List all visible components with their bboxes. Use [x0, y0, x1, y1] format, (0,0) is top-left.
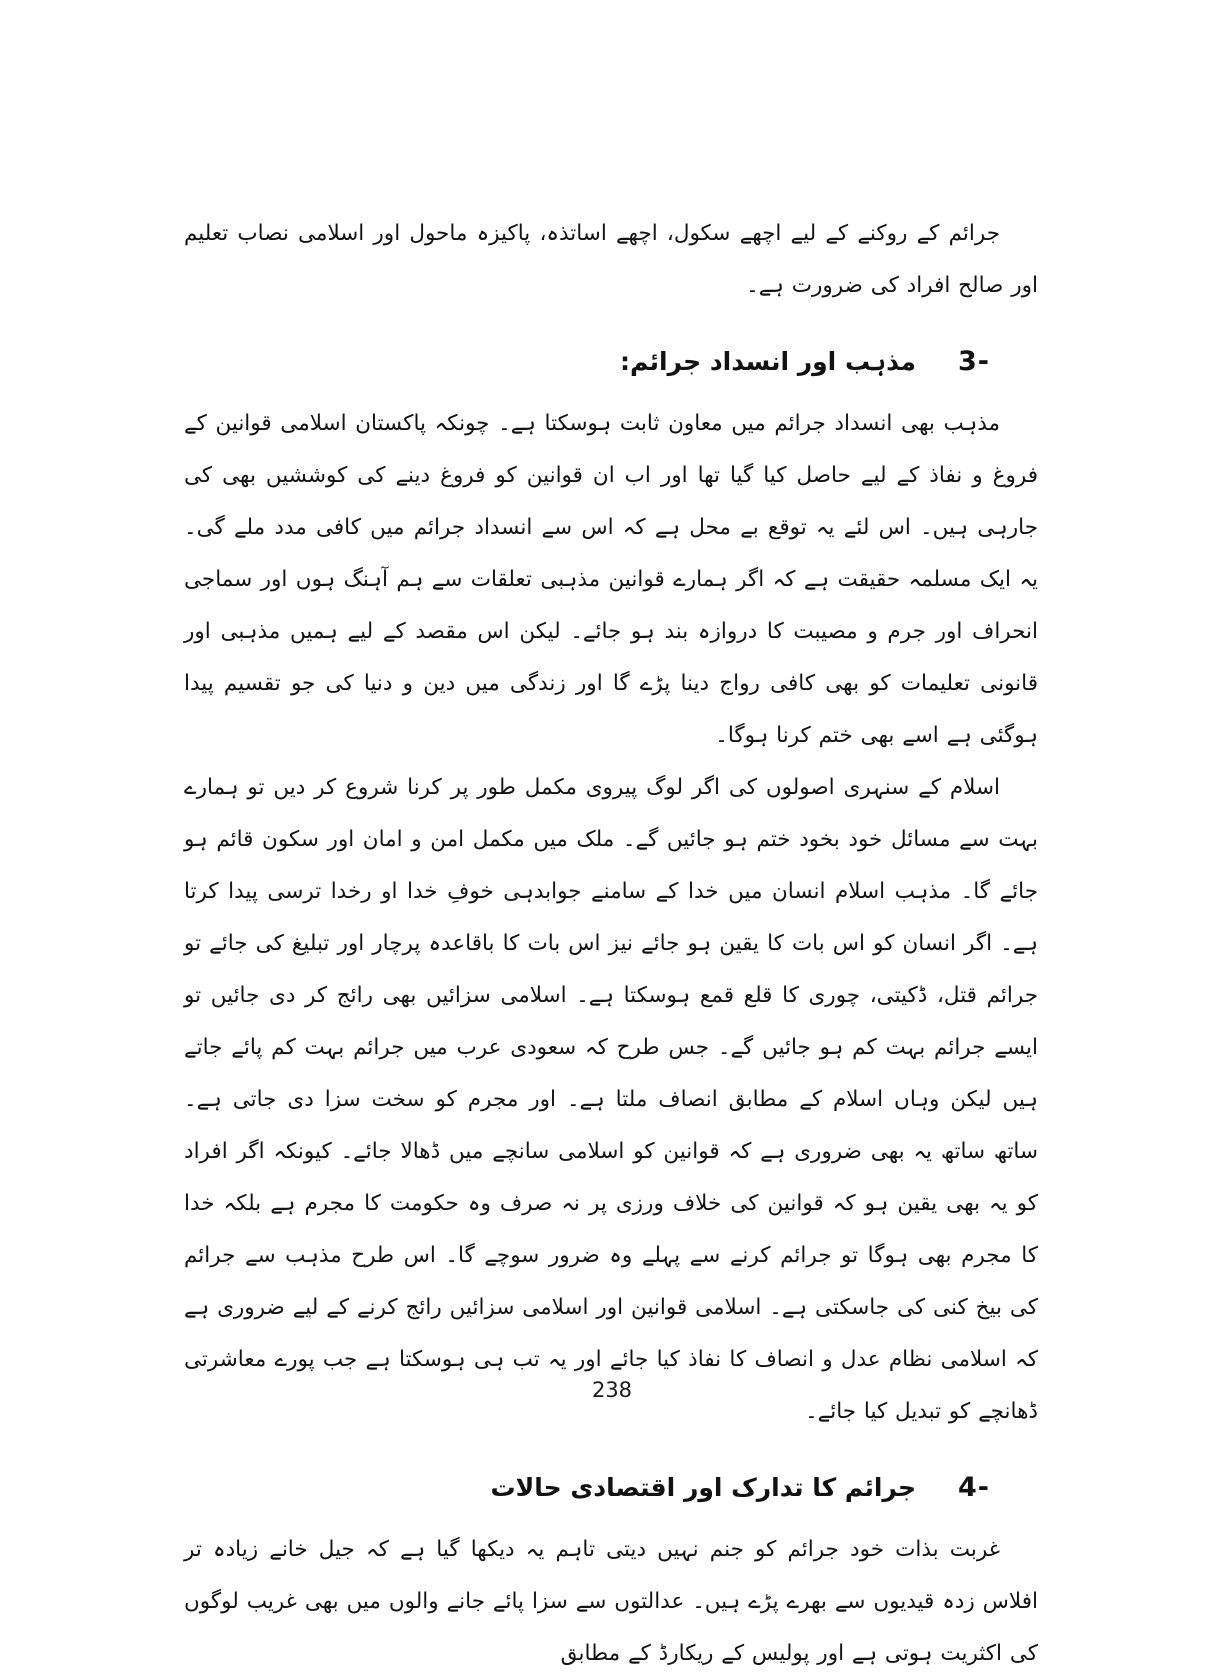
- section-4-heading: [184, 1466, 1038, 1510]
- section-3-number: 3-: [958, 346, 990, 377]
- section-3-paragraph-2: اسلام کے سنہری اصولوں کی اگر لوگ پیروی مکمل طور پر کرنا شروع کر دیں تو ہمارے بہت سے مسائل خود بخود ختم ہو جائیں گے۔ ملک میں مکمل امن و امان اور سکون قائم ہو جائے گا۔ مذہب اسلام انسان میں خدا کے سامنے جوابدہی خوفِ خدا او رخدا ترسی پیدا کرتا ہے۔ اگر انسان کو اس بات کا یقین ہو جائے نیز اس بات کا باقاعدہ پرچار اور تبلیغ کی جائے تو جرائم قتل، ڈکیتی، چوری کا قلع قمع ہوسکتا ہے۔ اسلامی سزائیں بھی رائج کر دی جائیں تو ایسے جرائم بہت کم ہو جائیں گے۔ جس طرح کہ سعودی عرب میں جرائم بہت کم پائے جاتے ہیں لیکن وہاں اسلام کے مطابق انصاف ملتا ہے۔ اور مجرم کو سخت سزا دی جاتی ہے۔ ساتھ ساتھ یہ بھی ضروری ہے کہ قوانین کو اسلامی سانچے میں ڈھالا جائے۔ کیونکہ اگر افراد کو یہ بھی یقین ہو کہ قوانین کی خلاف ورزی پر نہ صرف وہ حکومت کا مجرم ہے بلکہ خدا کا مجرم بھی ہوگا تو جرائم کرنے سے پہلے وہ ضرور سوچے گا۔ اس طرح مذہب سے جرائم کی بیخ کنی کی جاسکتی ہے۔ اسلامی قوانین اور اسلامی سزائیں رائج کرنے کے لیے ضروری ہے کہ اسلامی نظام عدل و انصاف کا نفاذ کیا جائے اور یہ تب ہی ہوسکتا ہے جب پورے معاشرتی ڈھانچے کو تبدیل کیا جائے۔: [184, 775, 1038, 1424]
- page-number: 238: [591, 1378, 633, 1402]
- section-4-title: جرائم کا تدارک اور اقتصادی حالات: [490, 1473, 916, 1502]
- intro-paragraph: جرائم کے روکنے کے لیے اچھے سکول، اچھے اساتذہ، پاکیزہ ماحول اور اسلامی نصاب تعلیم اور صالح افراد کی ضرورت ہے۔: [184, 221, 1038, 298]
- section-4-paragraph-1: غربت بذات خود جرائم کو جنم نہیں دیتی تاہم یہ دیکھا گیا ہے کہ جیل خانے زیادہ تر افلاس زدہ قیدیوں سے بھرے پڑے ہیں۔ عدالتوں سے سزا پائے جانے والوں میں بھی غریب لوگوں کی اکثریت ہوتی ہے اور پولیس کے ریکارڈ کے مطابق: [184, 1537, 1038, 1666]
- section-3-title: مذہب اور انسداد جرائم:: [619, 347, 916, 376]
- section-3-heading: [184, 340, 1038, 384]
- section-3-paragraph-1: مذہب بھی انسداد جرائم میں معاون ثابت ہوسکتا ہے۔ چونکہ پاکستان اسلامی قوانین کے فروغ و نفاذ کے لیے حاصل کیا گیا تھا اور اب ان قوانین کو فروغ دینے کی کوششیں بھی کی جارہی ہیں۔ اس لئے یہ توقع بے محل ہے کہ اس سے انسداد جرائم میں کافی مدد ملے گی۔ یہ ایک مسلمہ حقیقت ہے کہ اگر ہمارے قوانین مذہبی تعلقات سے ہم آہنگ ہوں اور سماجی انحراف اور جرم و مصیبت کا دروازہ بند ہو جائے۔ لیکن اس مقصد کے لیے ہمیں مذہبی اور قانونی تعلیمات کو بھی کافی رواج دینا پڑے گا اور زندگی میں دین و دنیا کی جو تقسیم پیدا ہوگئی ہے اسے بھی ختم کرنا ہوگا۔: [184, 411, 1038, 748]
- section-4-number: 4-: [958, 1472, 990, 1503]
